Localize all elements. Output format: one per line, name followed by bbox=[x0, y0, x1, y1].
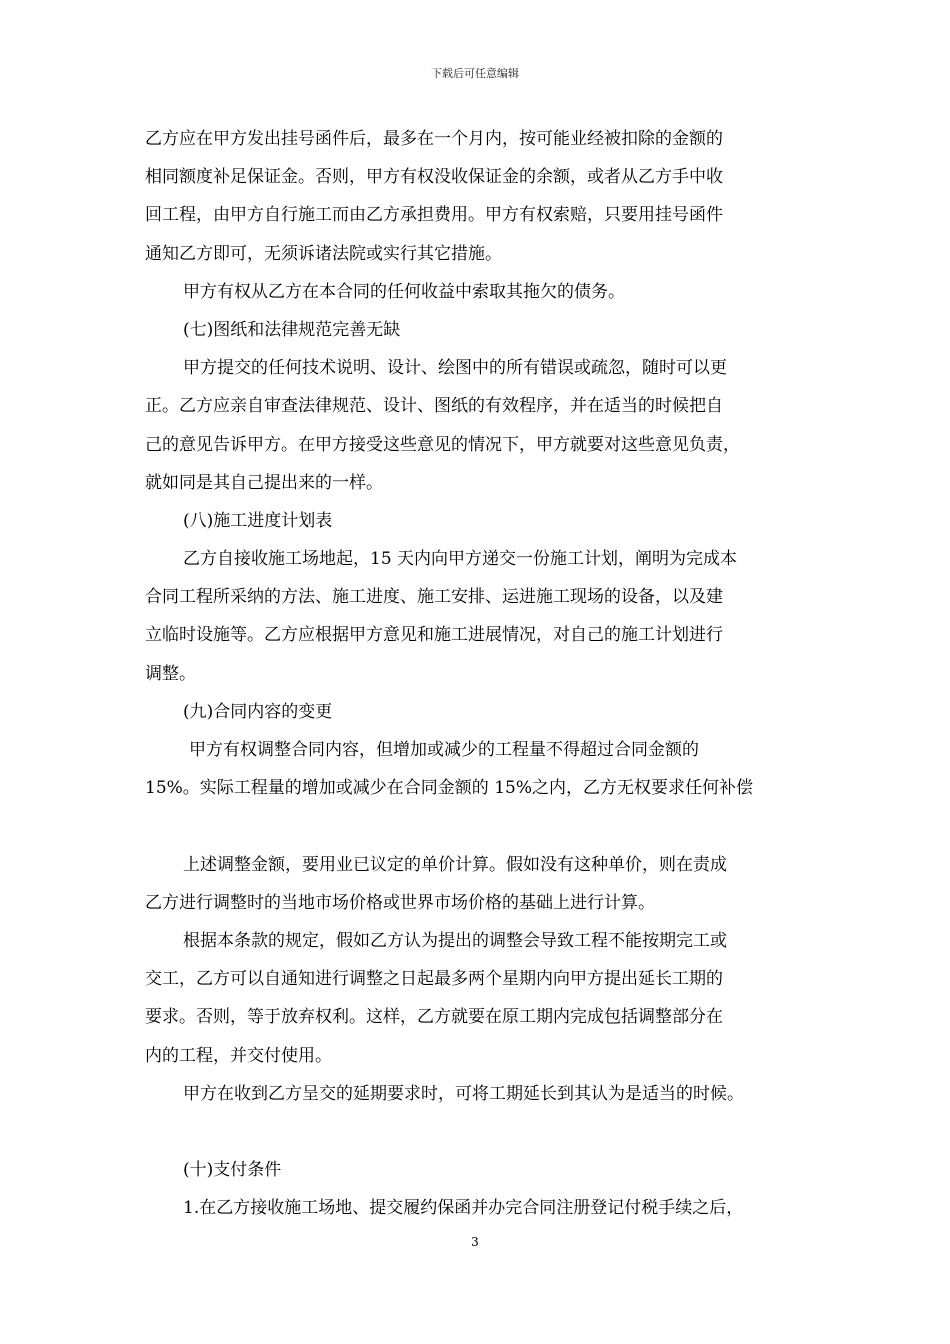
document-body bbox=[145, 120, 810, 1227]
paragraph-line: 己的意见告诉甲方。在甲方接受这些意见的情况下，甲方就要对这些意见负责， bbox=[145, 434, 740, 455]
paragraph-line: 1.在乙方接收施工场地、提交履约保函并办完合同注册登记付税手续之后， bbox=[183, 1198, 744, 1219]
section-heading: (十)支付条件 bbox=[183, 1160, 282, 1181]
section-heading: (八)施工进度计划表 bbox=[183, 510, 333, 531]
page-header: 下载后可任意编辑 bbox=[431, 67, 519, 80]
paragraph-line: 上述调整金额，要用业已议定的单价计算。假如没有这种单价，则在责成 bbox=[183, 854, 727, 875]
paragraph-line: 通知乙方即可，无须诉诸法院或实行其它措施。 bbox=[145, 243, 502, 264]
paragraph-line: 调整。 bbox=[145, 663, 196, 684]
blank-line bbox=[145, 1113, 810, 1151]
paragraph-line: 就如同是其自己提出来的一样。 bbox=[145, 472, 383, 493]
paragraph-line: 回工程，由甲方自行施工而由乙方承担费用。甲方有权索赔，只要用挂号函件 bbox=[145, 205, 723, 226]
paragraph-line: 乙方进行调整时的当地市场价格或世界市场价格的基础上进行计算。 bbox=[145, 892, 655, 913]
paragraph-line: 根据本条款的规定，假如乙方认为提出的调整会导致工程不能按期完工或 bbox=[183, 930, 727, 951]
paragraph-line: 相同额度补足保证金。否则，甲方有权没收保证金的余额，或者从乙方手中收 bbox=[145, 167, 723, 188]
paragraph-line: 甲方提交的任何技术说明、设计、绘图中的所有错误或疏忽，随时可以更 bbox=[183, 358, 727, 379]
section-heading: (七)图纸和法律规范完善无缺 bbox=[183, 319, 401, 340]
paragraph-line: 乙方自接收施工场地起，15 天内向甲方递交一份施工计划，阐明为完成本 bbox=[183, 549, 738, 570]
blank-line bbox=[145, 807, 810, 845]
paragraph-line: 正。乙方应亲自审查法律规范、设计、图纸的有效程序，并在适当的时候把自 bbox=[145, 396, 723, 417]
paragraph-line: 交工，乙方可以自通知进行调整之日起最多两个星期内向甲方提出延长工期的 bbox=[145, 969, 723, 990]
paragraph-line: 甲方有权从乙方在本合同的任何收益中索取其拖欠的债务。 bbox=[183, 281, 625, 302]
paragraph-line: 甲方在收到乙方呈交的延期要求时，可将工期延长到其认为是适当的时候。 bbox=[183, 1083, 744, 1104]
paragraph-line: 立临时设施等。乙方应根据甲方意见和施工进展情况，对自己的施工计划进行 bbox=[145, 625, 723, 646]
paragraph-line: 内的工程，并交付使用。 bbox=[145, 1045, 332, 1066]
paragraph-line: 要求。否则，等于放弃权利。这样，乙方就要在原工期内完成包括调整部分在 bbox=[145, 1007, 723, 1028]
section-heading: (九)合同内容的变更 bbox=[183, 701, 333, 722]
page-number: 3 bbox=[471, 1235, 479, 1249]
paragraph-line: 乙方应在甲方发出挂号函件后，最多在一个月内，按可能业经被扣除的金额的 bbox=[145, 129, 723, 149]
paragraph-line: 甲方有权调整合同内容，但增加或减少的工程量不得超过合同金额的 bbox=[189, 740, 699, 760]
paragraph-line: 15%。实际工程量的增加或减少在合同金额的 15%之内，乙方无权要求任何补偿 bbox=[145, 778, 753, 799]
paragraph-line: 合同工程所采纳的方法、施工进度、施工安排、运进施工现场的设备，以及建 bbox=[145, 587, 723, 608]
